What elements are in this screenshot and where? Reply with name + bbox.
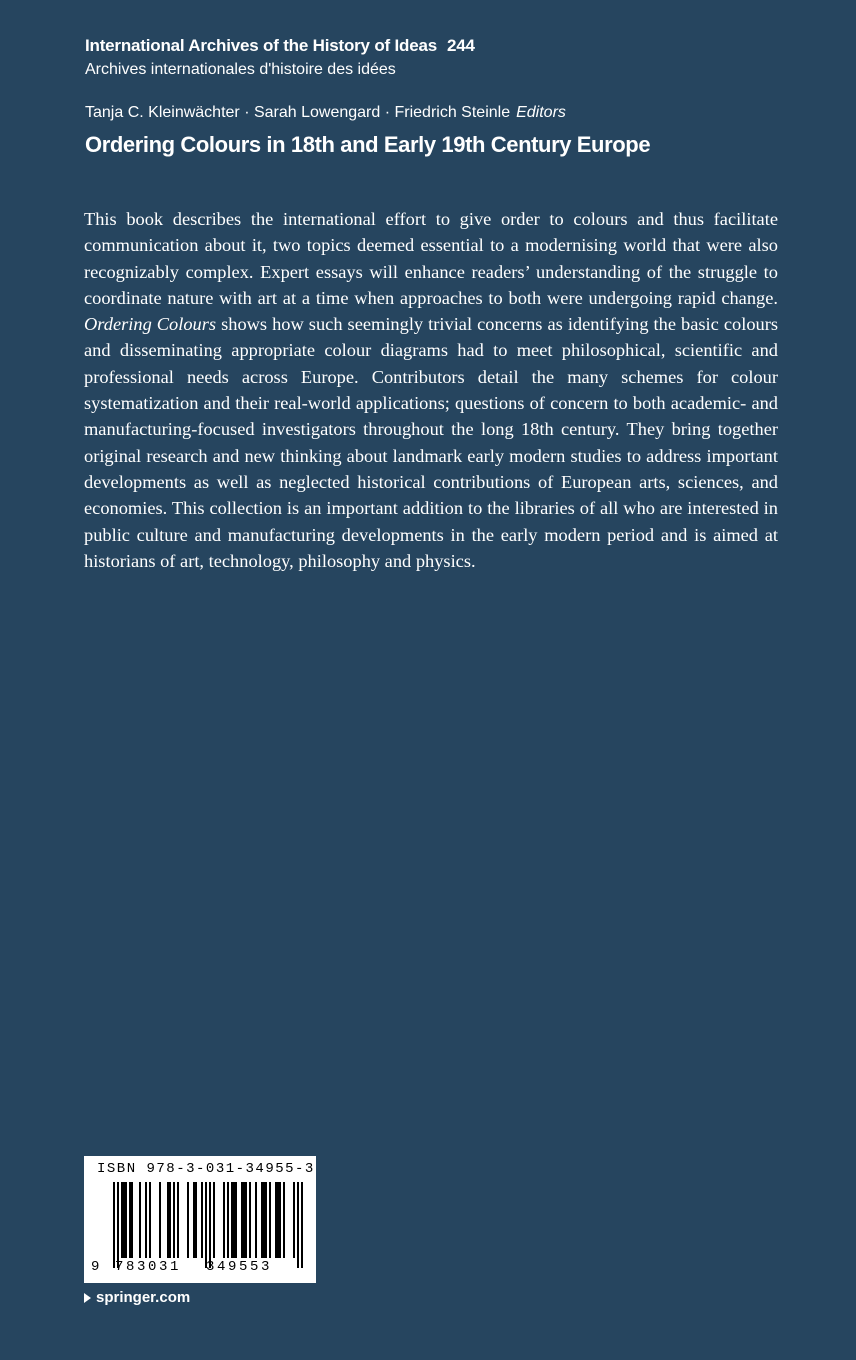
isbn-label: ISBN 978-3-031-34955-3 [97,1161,315,1177]
barcode-bar [233,1182,235,1258]
series-title-line [85,34,785,58]
barcode-bar [279,1182,281,1258]
barcode-bar [201,1182,203,1258]
barcode-bar [195,1182,197,1258]
barcode-bar [145,1182,147,1258]
barcode-bar [249,1182,251,1258]
barcode-guard-bar [117,1182,119,1268]
editors-line [85,101,566,125]
editors-role: Editors [516,104,566,121]
arrow-right-icon [84,1293,91,1303]
barcode-bar [167,1182,169,1258]
barcode-bar [223,1182,225,1258]
isbn-barcode [84,1156,316,1283]
book-description [84,206,778,574]
barcode-bar [139,1182,141,1258]
publisher-url: springer.com [96,1289,191,1306]
barcode-bar [293,1182,295,1258]
barcode-bar [277,1182,279,1258]
barcode-bar [275,1182,277,1258]
barcode-digits-right: 349553 [206,1259,273,1275]
barcode-bar [245,1182,247,1258]
barcode-bar [131,1182,133,1258]
barcode-guard-bar [209,1182,211,1268]
barcode-bar [149,1182,151,1258]
editor-names: Tanja C. Kleinwächter · Sarah Lowengard · Friedrich Steinle [85,104,511,121]
barcode-bar [255,1182,257,1258]
description-italic-title: Ordering Colours [84,314,217,335]
barcode-bar [159,1182,161,1258]
series-number: 244 [446,36,475,55]
book-title: Ordering Colours in 18th and Early 19th Century Europe [85,132,651,157]
barcode-bar [243,1182,245,1258]
barcode-bar [235,1182,237,1258]
barcode-bar [121,1182,123,1258]
barcode-bar [173,1182,175,1258]
barcode-bar [123,1182,125,1258]
barcode-bar [169,1182,171,1258]
barcode-bar [213,1182,215,1258]
barcode-bar [125,1182,127,1258]
barcode-bar [241,1182,243,1258]
barcode-bar [187,1182,189,1258]
series-header [85,34,785,82]
description-part-2: shows how such seemingly trivial concerns as identifying the basic colours and disseminating appropriate colour diagrams had to meet philosophical, scientific and professional needs across Europe. Contributors detail the many schemes for colour systematization and their real-world applications; questions of concern to both academic- and manufacturing-focused investigators throughout the long 18th century. They bring together original research and new thinking about landmark early modern studies to address important developments as well as neglected historical contributions of European arts, sciences, and economies. This collection is an important addition to the libraries of all who are interested in public culture and manufacturing developments in the early modern period and is aimed at historians of art, technology, philosophy and physics. [84,314,778,571]
series-subtitle: Archives internationales d'histoire des idées [85,61,396,78]
barcode-guard-bar [205,1182,207,1268]
barcode-bar [227,1182,229,1258]
barcode-bar [177,1182,179,1258]
barcode-guard-bar [113,1182,115,1268]
barcode-guard-bar [297,1182,299,1268]
publisher-link[interactable] [84,1289,190,1306]
description-part-1: This book describes the international effort to give order to colours and thus facilitate communication about it, two topics deemed essential to a modernising world that were also recognizably complex. Expert essays will enhance readers’ understanding of the struggle to coordinate nature with art at a time when approaches to both were undergoing rapid change. [84,209,778,308]
barcode-bar [269,1182,271,1258]
barcode-bar [261,1182,263,1258]
barcode-digits [84,1259,316,1279]
barcode-bar [193,1182,195,1258]
barcode-bar [231,1182,233,1258]
barcode-bar [283,1182,285,1258]
barcode-guard-bar [301,1182,303,1268]
barcode-bar [129,1182,131,1258]
barcode-bar [265,1182,267,1258]
barcode-digit-first: 9 [91,1259,103,1275]
series-title: International Archives of the History of Ideas [85,36,437,55]
barcode-digits-left: 783031 [115,1259,182,1275]
barcode-bar [263,1182,265,1258]
